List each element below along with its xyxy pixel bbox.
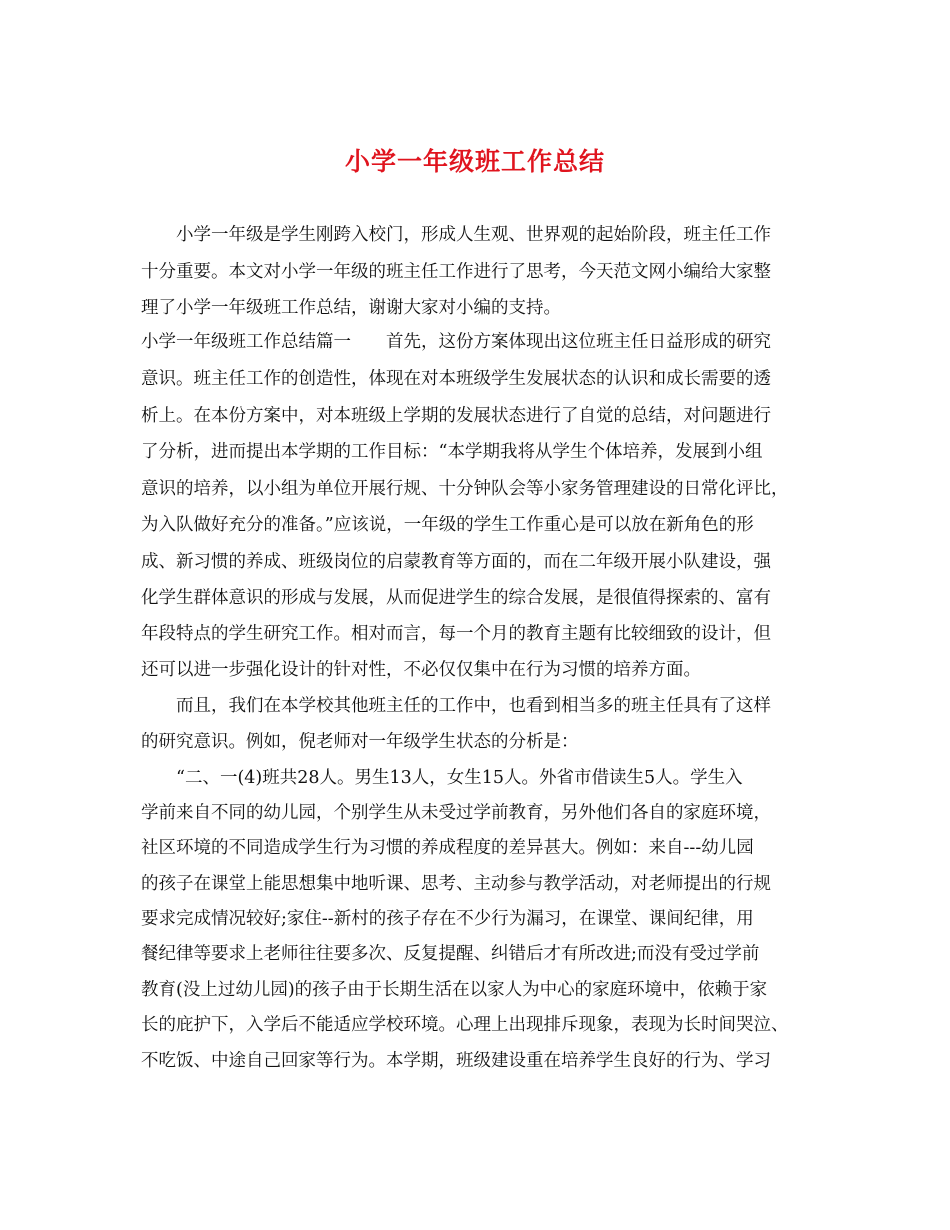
quote-line: 要求完成情况较好;家住--新村的孩子存在不少行为漏习，在课堂、课间纪律，用	[141, 909, 754, 929]
quote-line: 的孩子在课堂上能思想集中地听课、思考、主动参与教学活动，对老师提出的行规	[141, 874, 771, 894]
paragraph-line: 为入队做好充分的准备。”应该说，一年级的学生工作重心是可以放在新角色的形	[141, 515, 754, 535]
quote-line: 学前来自不同的幼儿园，个别学生从未受过学前教育，另外他们各自的家庭环境，	[141, 803, 771, 823]
paragraph-line: 意识。班主任工作的创造性，体现在对本班级学生发展状态的认识和成长需要的透	[141, 369, 771, 389]
paragraph-line: 析上。在本份方案中，对本班级上学期的发展状态进行了自觉的总结，对问题进行	[141, 406, 771, 426]
paragraph-line: 理了小学一年级班工作总结，谢谢大家对小编的支持。	[141, 298, 561, 318]
quote-line: “二、一(4)班共28人。男生13人，女生15人。外省市借读生5人。学生入	[176, 768, 743, 788]
paragraph-line: 小学一年级是学生刚跨入校门，形成人生观、世界观的起始阶段，班主任工作	[176, 225, 771, 245]
paragraph-line: 了分析，进而提出本学期的工作目标：“本学期我将从学生个体培养，发展到小组	[141, 442, 763, 462]
document-title: 小学一年级班工作总结	[344, 147, 605, 176]
quote-line: 餐纪律等要求上老师往往要多次、反复提醒、纠错后才有所改进;而没有受过学前	[141, 944, 760, 964]
quote-line: 社区环境的不同造成学生行为习惯的养成程度的差异甚大。例如：来自---幼儿园	[141, 838, 754, 858]
quote-line: 教育(没上过幼儿园)的孩子由于长期生活在以家人为中心的家庭环境中，依赖于家	[141, 980, 768, 1000]
paragraph-line: 化学生群体意识的形成与发展，从而促进学生的综合发展，是很值得探索的、富有	[141, 588, 771, 608]
paragraph-line: 而且，我们在本学校其他班主任的工作中，也看到相当多的班主任具有了这样	[176, 696, 771, 716]
quote-line: 不吃饭、中途自己回家等行为。本学期，班级建设重在培养学生良好的行为、学习	[141, 1051, 771, 1071]
paragraph-line: 十分重要。本文对小学一年级的班主任工作进行了思考，今天范文网小编给大家整	[141, 262, 771, 282]
paragraph-line: 意识的培养，以小组为单位开展行规、十分钟队会等小家务管理建设的日常化评比，	[141, 479, 789, 499]
quote-line: 长的庇护下，入学后不能适应学校环境。心理上出现排斥现象，表现为长时间哭泣、	[141, 1015, 789, 1035]
paragraph-line: 还可以进一步强化设计的针对性，不必仅仅集中在行为习惯的培养方面。	[141, 660, 701, 680]
paragraph-line: 的研究意识。例如，倪老师对一年级学生状态的分析是：	[141, 732, 579, 752]
paragraph-line: 成、新习惯的养成、班级岗位的启蒙教育等方面的，而在二年级开展小队建设，强	[141, 552, 771, 572]
paragraph-line: 小学一年级班工作总结篇一 首先，这份方案体现出这位班主任日益形成的研究	[141, 332, 771, 352]
paragraph-line: 年段特点的学生研究工作。相对而言，每一个月的教育主题有比较细致的设计，但	[141, 624, 771, 644]
